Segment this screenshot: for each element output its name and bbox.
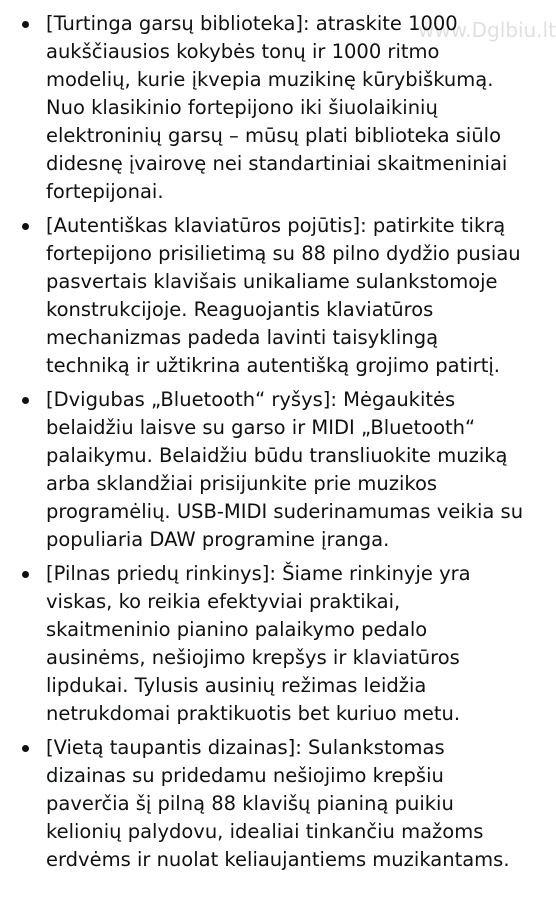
- feature-item-bluetooth: [Dvigubas „Bluetooth“ ryšys]: Mėgaukitės belaidžiu laisve su garso ir MIDI „Bluetooth“ palaikymu. Belaidžiu būdu transliuokite muziką arba sklandžiai prisijunkite prie muzikos programėlių. USB-MIDI suderinamumas veikia su populiaria DAW programine įranga.: [18, 386, 526, 554]
- feature-item-accessory-kit: [Pilnas priedų rinkinys]: Šiame rinkinyje yra viskas, ko reikia efektyviai praktikai, skaitmeninio pianino palaikymo pedalo ausinėms, nešiojimo krepšys ir klaviatūros lipdukai. Tylusis ausinių režimas leidžia netrukdomai praktikuotis bet kuriuo metu.: [18, 560, 526, 728]
- watermark-text: www.Dglbiu.lt: [418, 18, 556, 42]
- feature-item-sound-library: [Turtinga garsų biblioteka]: atraskite 1000 aukščiausios kokybės tonų ir 1000 ritmo modelių, kurie įkvepia muzikinę kūrybiškumą. Nuo klasikinio fortepijono iki šiuolaikinių elektroninių garsų – mūsų plati biblioteka siūlo didesnę įvairovę nei standartiniai skaitmeniniai fortepijonai.: [18, 10, 526, 206]
- feature-item-keyboard-feel: [Autentiškas klaviatūros pojūtis]: patirkite tikrą fortepijono prisilietimą su 88 pilno dydžio pusiau pasvertais klavišais unikaliame sulankstomoje konstrukcijoje. Reaguojantis klaviatūros mechanizmas padeda lavinti taisyklingą techniką ir užtikrina autentišką grojimo patirtį.: [18, 212, 526, 380]
- feature-item-space-saving: [Vietą taupantis dizainas]: Sulankstomas dizainas su pridedamu nešiojimo krepšiu paverčia šį pilną 88 klavišų pianiną puikiu kelionių palydovu, idealiai tinkančiu mažoms erdvėms ir nuolat keliaujantiems muzikantams.: [18, 734, 526, 874]
